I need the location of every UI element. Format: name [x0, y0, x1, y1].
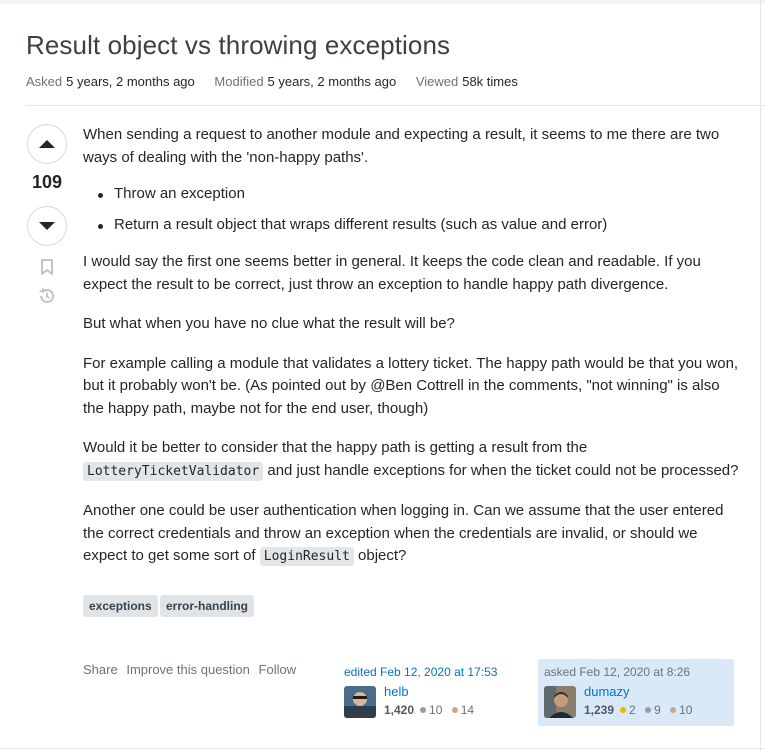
- body-text: Would it be better to consider that the happy path is getting a result from the: [83, 439, 588, 456]
- silver-badge-count: 10: [429, 703, 443, 717]
- follow-button[interactable]: Follow: [258, 662, 297, 677]
- body-paragraph: For example calling a module that validates a lottery ticket. The happy path would be that you won, but it probably won't be. (As pointed out by @Ben Cottrell in the comments, "not winning" is also the happy path, maybe not for the end user, though): [83, 354, 739, 417]
- silver-badge-count: 9: [654, 703, 661, 717]
- tag-exceptions[interactable]: exceptions: [83, 595, 158, 617]
- silver-badge-icon: [420, 707, 426, 713]
- avatar[interactable]: [344, 686, 376, 718]
- body-paragraph: When sending a request to another module and expecting a result, it seems to me there are two ways of dealing with the 'non-happy paths'.: [83, 126, 720, 166]
- bronze-badge-count: 10: [679, 703, 693, 717]
- timeline-button[interactable]: [38, 287, 56, 310]
- body-paragraph: But what when you have no clue what the result will be?: [83, 315, 455, 332]
- history-icon: [38, 287, 56, 305]
- downvote-button[interactable]: [27, 206, 67, 246]
- downvote-arrow-icon: [38, 221, 56, 231]
- editor-card: [338, 659, 534, 726]
- title-divider: [26, 105, 765, 106]
- helb-avatar-image: [344, 686, 376, 718]
- avatar[interactable]: [544, 686, 576, 718]
- viewed-value: 58k times: [462, 74, 518, 89]
- editor-reputation: [384, 703, 474, 717]
- bullet-list: [83, 183, 743, 236]
- share-link[interactable]: Share: [83, 662, 118, 677]
- body-paragraph: I would say the first one seems better in general. It keeps the code clean and readable. If you expect the result to be correct, just throw an exception to handle happy path divergence.: [83, 253, 701, 293]
- silver-badge-icon: [645, 707, 651, 713]
- question-title[interactable]: Result object vs throwing exceptions: [26, 30, 451, 60]
- asked-value: 5 years, 2 months ago: [66, 74, 195, 89]
- body-text: and just handle exceptions for when the ticket could not be processed?: [263, 461, 739, 479]
- question-meta: [26, 74, 534, 89]
- top-edge: [0, 0, 765, 4]
- bottom-edge: [0, 748, 765, 749]
- inline-code: LoginResult: [260, 547, 354, 566]
- vote-count: 109: [31, 172, 63, 192]
- owner-username[interactable]: dumazy: [584, 684, 630, 699]
- gold-badge-icon: [620, 707, 626, 713]
- body-text: Another one could be user authentication when logging in. Can we assume that the user entered the correct credentials and throw an exception when the credentials are invalid, or should we expect to get some sort of: [83, 502, 724, 564]
- bookmark-icon: [38, 258, 56, 276]
- upvote-button[interactable]: [27, 124, 67, 164]
- modified-value[interactable]: 5 years, 2 months ago: [267, 74, 397, 89]
- bullet-item: Throw an exception: [83, 183, 743, 206]
- reputation-score: 1,239: [584, 703, 615, 717]
- upvote-arrow-icon: [38, 139, 56, 149]
- body-paragraph: [83, 500, 743, 569]
- reputation-score: 1,420: [384, 703, 415, 717]
- asked-timestamp: asked Feb 12, 2020 at 8:26: [544, 665, 691, 679]
- improve-question-link[interactable]: Improve this question: [126, 662, 250, 677]
- post-actions: [83, 662, 301, 677]
- bullet-item: Return a result object that wraps different results (such as value and error): [83, 214, 743, 237]
- bronze-badge-count: 14: [460, 703, 475, 717]
- viewed-label: Viewed: [415, 74, 459, 89]
- gold-badge-count: 2: [629, 703, 636, 717]
- question-body: [83, 124, 743, 569]
- dumazy-avatar-image: [544, 686, 576, 718]
- owner-reputation: [584, 703, 692, 717]
- inline-code: LotteryTicketValidator: [83, 462, 263, 481]
- editor-username[interactable]: helb: [384, 684, 409, 699]
- edited-timestamp[interactable]: edited Feb 12, 2020 at 17:53: [344, 665, 498, 679]
- bookmark-button[interactable]: [38, 258, 56, 281]
- bronze-badge-icon: [670, 707, 676, 713]
- body-paragraph: [83, 437, 743, 483]
- owner-card: [538, 659, 734, 726]
- asked-label: Asked: [26, 74, 63, 89]
- bronze-badge-icon: [452, 707, 458, 713]
- right-edge: [760, 0, 761, 751]
- modified-label: Modified: [214, 74, 264, 89]
- tag-error-handling[interactable]: error-handling: [160, 595, 254, 617]
- body-text: object?: [353, 547, 407, 564]
